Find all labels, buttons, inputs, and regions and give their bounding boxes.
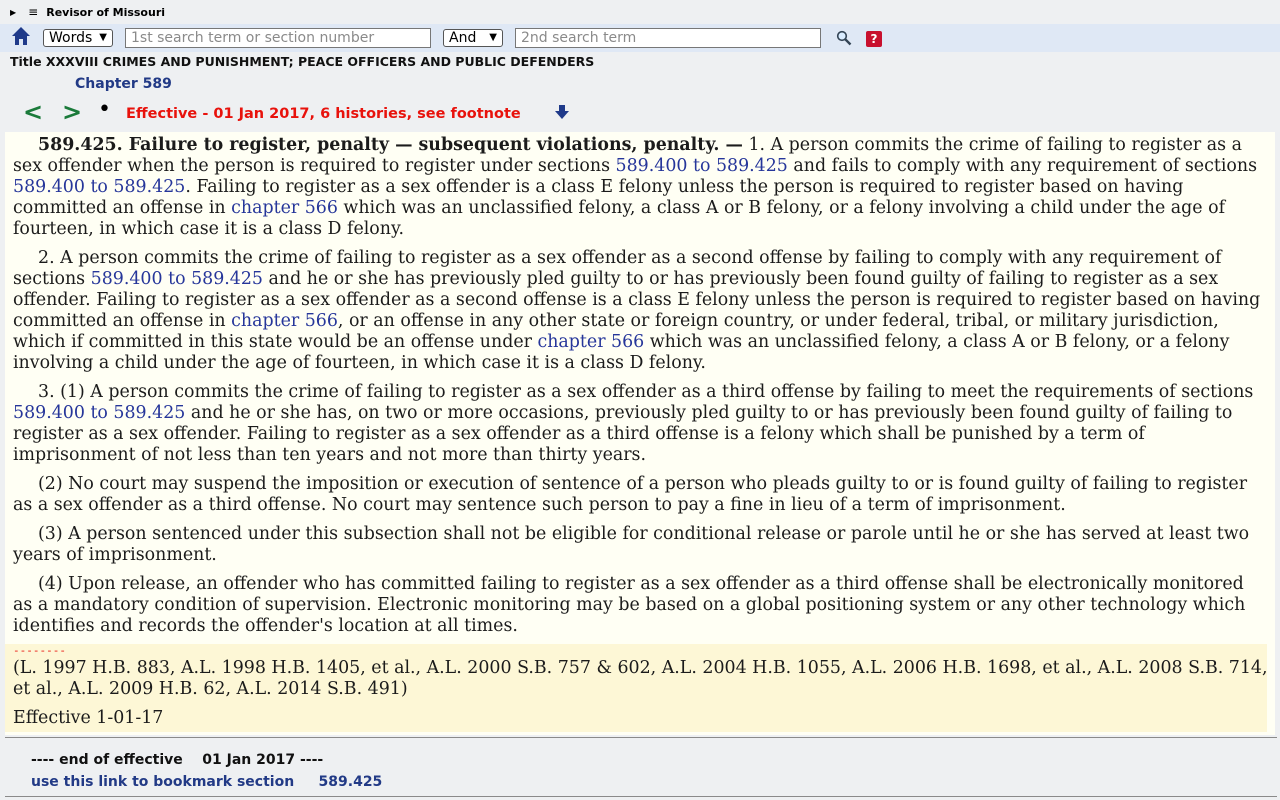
footnote-separator: -------- (13, 644, 66, 657)
second-search-term-placeholder: 2nd search term (521, 30, 637, 46)
divider (5, 796, 1277, 797)
search-mode-value: Words (49, 30, 93, 46)
chevron-down-icon: ▼ (489, 32, 497, 43)
chevron-down-icon: ▼ (99, 32, 107, 43)
help-icon[interactable]: ? (866, 31, 882, 47)
section-heading: 589.425. Failure to register, penalty — subsequent violations, penalty. — (38, 135, 743, 155)
bookmark-link[interactable]: use this link to bookmark section 589.425 (31, 774, 383, 790)
history-note: (L. 1997 H.B. 883, A.L. 1998 H.B. 1405, et al., A.L. 2000 S.B. 757 & 602, A.L. 2004 H.B. 1055, A.L. 2006 H.B. 1698, et al., A.L. 2008 S.B. 714, et al., A.L. 2009 H.B. 62, A.L. 2014 S.B. 491) (13, 658, 1268, 699)
chapter-566-link[interactable]: chapter 566 (537, 332, 645, 352)
site-name: Revisor of Missouri (46, 5, 166, 19)
first-search-term-placeholder: 1st search term or section number (131, 30, 375, 46)
hamburger-icon[interactable]: ≡ (28, 5, 39, 19)
statute-paragraph-6: (4) Upon release, an offender who has committed failing to register as a sex offender as a third offense shall be electronically monitored as a mandatory condition of supervision. Electronic monitoring may be based on a global positioning system or any other technology which identifies and records the offender's location at all times. (13, 574, 1246, 636)
sections-range-link[interactable]: 589.400 to 589.425 (615, 156, 788, 176)
home-icon[interactable] (11, 26, 31, 46)
top-bar (0, 0, 1280, 24)
search-mode-select[interactable] (43, 29, 113, 47)
down-arrow-icon[interactable] (554, 104, 570, 120)
chapter-566-link[interactable]: chapter 566 (231, 311, 338, 331)
magnifier-icon[interactable] (836, 30, 852, 46)
chapter-566-link[interactable]: chapter 566 (231, 198, 338, 218)
sections-range-link[interactable]: 589.400 to 589.425 (13, 403, 186, 423)
divider (5, 737, 1277, 738)
statute-paragraph-5: (3) A person sentenced under this subsection shall not be eligible for conditional release or parole until he or she has served at least two years of imprisonment. (13, 524, 1250, 565)
sections-range-link[interactable]: 589.400 to 589.425 (90, 269, 263, 289)
chapter-link[interactable]: Chapter 589 (75, 76, 172, 92)
section-dot-button[interactable]: • (98, 97, 111, 122)
statute-paragraph-2: 2. A person commits the crime of failing to register as a sex offender as a second offense by failing to comply with any requirement of sections 589.400 to 589.425 and he or she has previously pled guilty to or has previously been found guilty of failing to register as a sex offender. Failing to register as a sex offender as a second offense is a class E felony unless the person is required to register based on having committed an offense in chapter 566, or an offense in any other state or foreign country, or under federal, tribal, or military jurisdiction, which if committed in this state would be an offense under chapter 566 which was an unclassified felony, a class A or B felony, or a felony involving a child under the age of fourteen, in which case it is a class D felony. (13, 248, 1261, 373)
operator-select[interactable] (443, 29, 503, 47)
effective-banner[interactable]: Effective - 01 Jan 2017, 6 histories, see footnote (126, 106, 521, 122)
statute-paragraph-4: (2) No court may suspend the imposition or execution of sentence of a person who pleads guilty to or is found guilty of failing to register as a sex offender as a third offense. No court may sentence such person to pay a fine in lieu of a term of imprisonment. (13, 474, 1248, 515)
prev-section-button[interactable]: < (23, 98, 44, 126)
title-heading: Title XXXVIII CRIMES AND PUNISHMENT; PEACE OFFICERS AND PUBLIC DEFENDERS (10, 54, 595, 69)
operator-value: And (449, 30, 477, 46)
triangle-right-icon[interactable]: ▶ (10, 7, 17, 17)
first-search-term-input[interactable] (125, 28, 431, 48)
second-search-term-input[interactable] (515, 28, 821, 48)
sections-range-link[interactable]: 589.400 to 589.425 (13, 177, 186, 197)
statute-paragraph-1: 589.425. Failure to register, penalty — subsequent violations, penalty. — 1. A person commits the crime of failing to register as a sex offender when the person is required to register under sections 589.400 to 589.425 and fails to comply with any requirement of sections 589.400 to 589.425. Failing to register as a sex offender is a class E felony unless the person is required to register based on having committed an offense in chapter 566 which was an unclassified felony, a class A or B felony, or a felony involving a child under the age of fourteen, in which case it is a class D felony. (13, 135, 1257, 239)
end-of-effective: ---- end of effective 01 Jan 2017 ---- (31, 752, 324, 768)
effective-date: Effective 1-01-17 (13, 708, 164, 728)
next-section-button[interactable]: > (62, 98, 83, 126)
statute-paragraph-3: 3. (1) A person commits the crime of failing to register as a sex offender as a third offense by failing to meet the requirements of sections 589.400 to 589.425 and he or she has, on two or more occasions, previously pled guilty to or has previously been found guilty of failing to register as a sex offender. Failing to register as a sex offender as a third offense is a felony which shall be punished by a term of imprisonment of not less than ten years and not more than thirty years. (13, 382, 1254, 465)
